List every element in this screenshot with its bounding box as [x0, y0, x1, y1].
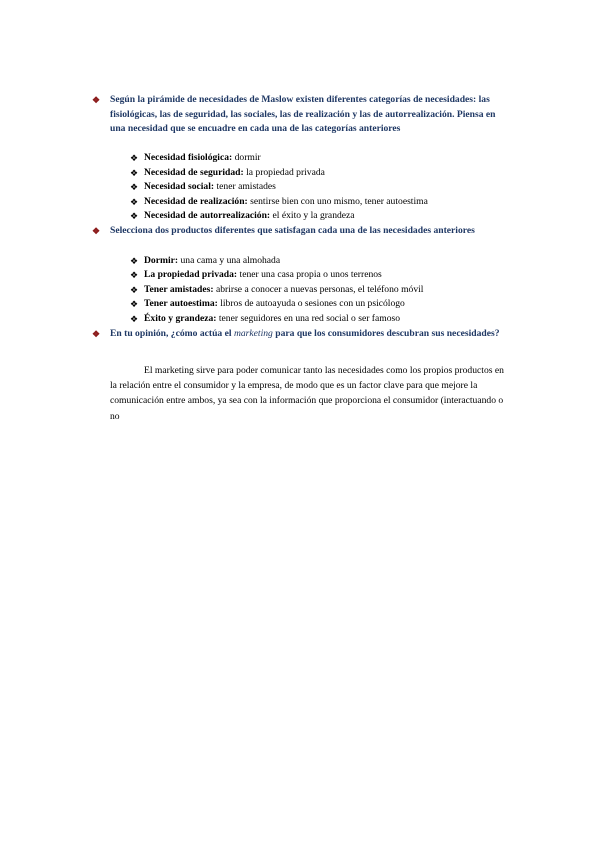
list-item: [130, 180, 510, 195]
diamond-bullet-icon: ❖: [130, 256, 139, 266]
item-label: Necesidad fisiológica:: [144, 152, 233, 163]
diamond-bullet-icon: ❖: [130, 153, 139, 163]
question-2: [92, 224, 512, 239]
item-label: La propiedad privada:: [144, 269, 238, 280]
item-value: libros de autoayuda o sesiones con un psicólogo: [217, 298, 405, 309]
diamond-bullet-icon: ❖: [130, 197, 139, 207]
item-value: la propiedad privada: [243, 167, 325, 178]
diamond-bullet-icon: ❖: [130, 182, 139, 192]
item-label: Tener autoestima:: [144, 298, 218, 309]
item-value: sentirse bien con uno mismo, tener autoestima: [247, 196, 428, 207]
item-value: abrirse a conocer a nuevas personas, el teléfono móvil: [213, 284, 424, 295]
list-item: [130, 195, 510, 210]
diamond-bullet-icon: ❖: [130, 211, 139, 221]
item-label: Éxito y grandeza:: [144, 313, 217, 324]
list-item: [130, 209, 510, 224]
diamond-bullet-icon: ❖: [130, 299, 139, 309]
item-label: Necesidad de autorrealización:: [144, 210, 271, 221]
item-value: el éxito y la grandeza: [270, 210, 355, 221]
item-label: Necesidad social:: [144, 181, 215, 192]
question-1-text: Según la pirámide de necesidades de Maslow existen diferentes categorías de necesidades: las fisiológicas, las de seguridad, las sociales, las de realización y las de autorrealización. Piensa en una necesidad que se encuadre en cada una de las categorías anteriores: [110, 94, 496, 135]
answer-text: El marketing sirve para poder comunicar tanto las necesidades como los propios productos en la relación entre el consumidor y la empresa, de modo que es un factor clave para que mejore la comunicación entre ambos, ya sea con la información que proporciona el consumidor (interactuando o no: [110, 365, 504, 422]
question-2-text: Selecciona dos productos diferentes que satisfagan cada una de las necesidades anteriores: [110, 225, 475, 236]
list-item: [130, 151, 510, 166]
item-value: tener amistades: [214, 181, 276, 192]
diamond-bullet-icon: ❖: [92, 226, 101, 236]
list-item: [130, 312, 510, 327]
diamond-bullet-icon: ❖: [130, 270, 139, 280]
item-value: tener una casa propia o unos terrenos: [237, 269, 382, 280]
item-label: Necesidad de seguridad:: [144, 167, 244, 178]
diamond-bullet-icon: ❖: [130, 168, 139, 178]
question-3-text: En tu opinión, ¿cómo actúa el marketing para que los consumidores descubran sus necesidades?: [110, 328, 500, 339]
list-item: [130, 166, 510, 181]
list-item: [130, 297, 510, 312]
list-item: [130, 283, 510, 298]
answer-paragraph: [110, 363, 510, 424]
question-3: [92, 327, 512, 342]
diamond-bullet-icon: ❖: [130, 285, 139, 295]
item-label: Necesidad de realización:: [144, 196, 248, 207]
item-value: una cama y una almohada: [178, 255, 281, 266]
item-label: Dormir:: [144, 255, 179, 266]
diamond-bullet-icon: ❖: [92, 95, 101, 105]
item-label: Tener amistades:: [144, 284, 214, 295]
list-item: [130, 268, 510, 283]
list-item: [130, 254, 510, 269]
diamond-bullet-icon: ❖: [92, 329, 101, 339]
diamond-bullet-icon: ❖: [130, 314, 139, 324]
item-value: tener seguidores en una red social o ser famoso: [216, 313, 401, 324]
question-1: [92, 93, 512, 137]
item-value: dormir: [232, 152, 261, 163]
